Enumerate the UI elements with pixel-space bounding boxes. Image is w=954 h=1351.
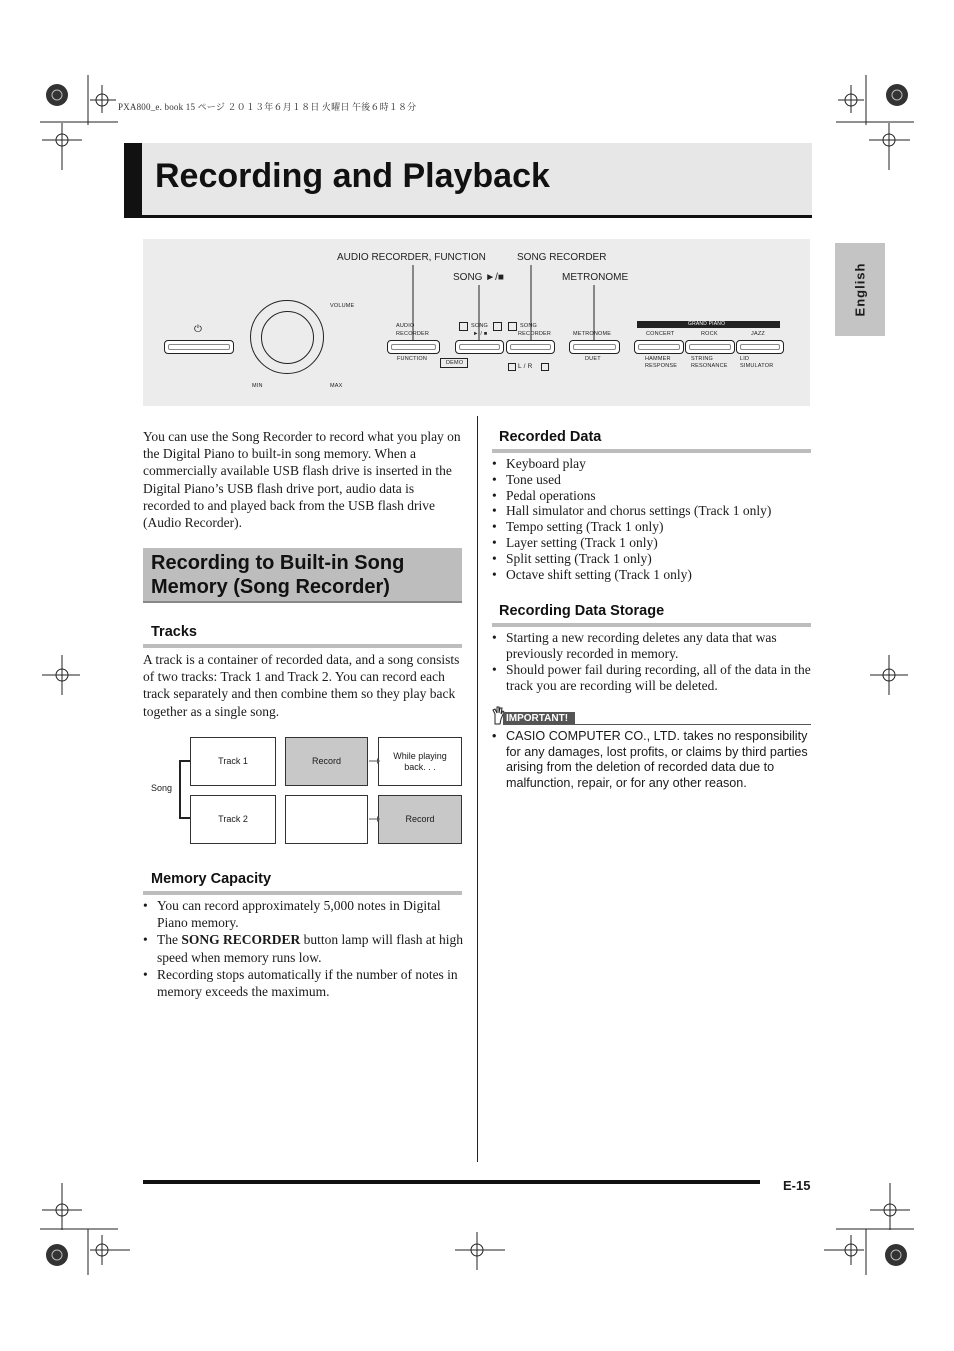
volume-label: VOLUME	[330, 303, 355, 309]
diagram-track1-box	[190, 737, 276, 786]
callout-audio-recorder-function: AUDIO RECORDER, FUNCTION	[337, 252, 486, 263]
important-label: IMPORTANT!	[503, 712, 575, 725]
jazz-label: JAZZ	[751, 331, 765, 337]
recorded-data-item: • Keyboard play	[492, 456, 812, 472]
registration-mark-top-left	[40, 75, 120, 175]
diagram-record2-label: Record	[405, 814, 435, 824]
response-label: RESPONSE	[645, 363, 678, 369]
storage-list	[492, 630, 812, 694]
callout-metronome: METRONOME	[562, 272, 629, 283]
diagram-track2-label: Track 2	[218, 814, 248, 824]
intro-paragraph: You can use the Song Recorder to record what you play on the Digital Piano to built-in song memory. When a commercially available USB flash drive is inserted in the Digital Piano’s USB flash drive port, audio data is recorded to and played back from the USB flash drive (Audio Recorder).	[143, 429, 461, 531]
footer-rule	[143, 1180, 760, 1184]
callout-song-recorder: SONG RECORDER	[517, 252, 607, 263]
memory-item: • The SONG RECORDER button lamp will flash at high speed when memory runs low.	[143, 931, 463, 965]
registration-mark-bottom-center	[455, 1230, 505, 1270]
song-recorder-bold: SONG RECORDER	[181, 932, 301, 948]
section-heading: Recording to Built-in Song Memory (Song Recorder)	[151, 552, 405, 598]
language-tab-label: English	[852, 262, 868, 317]
recorded-data-item: • Pedal operations	[492, 488, 812, 504]
recorded-data-item: • Layer setting (Track 1 only)	[492, 535, 812, 551]
tracks-body: A track is a container of recorded data, and a song consists of two tracks: Track 1 and Track 2. You can record each track separately and then combine them so they play back together as a single song.	[143, 652, 460, 719]
recorded-data-item: • Tone used	[492, 472, 812, 488]
storage-heading-rule	[492, 623, 811, 627]
diagram-while-playing-box	[378, 737, 462, 786]
rock-label: ROCK	[701, 331, 718, 337]
recorded-data-heading-rule	[492, 449, 811, 453]
jazz-button	[736, 340, 784, 354]
metronome-button	[569, 340, 620, 354]
storage-heading: Recording Data Storage	[499, 603, 665, 619]
duet-label: DUET	[585, 356, 601, 362]
storage-item: • Should power fail during recording, all of the data in the track you are recording will be deleted.	[492, 662, 812, 694]
min-label: MIN	[252, 383, 263, 389]
grand-piano-label: GRAND PIANO	[688, 321, 726, 327]
volume-knob	[250, 300, 324, 374]
song-label-2: SONG	[520, 323, 537, 329]
simulator-label: SIMULATOR	[740, 363, 774, 369]
registration-mark-top-right	[834, 75, 914, 175]
diagram-arrows	[368, 755, 380, 825]
registration-mark-mid-right	[870, 655, 910, 695]
recorded-data-item: • Tempo setting (Track 1 only)	[492, 519, 812, 535]
recorder-label: RECORDER	[396, 331, 430, 337]
column-divider	[477, 416, 478, 1162]
lid-label: LID	[740, 356, 750, 362]
memory-heading: Memory Capacity	[151, 871, 272, 887]
recorded-data-list	[492, 456, 812, 582]
play-stop-label: ► / ■	[473, 331, 488, 337]
metronome-label: METRONOME	[573, 331, 612, 337]
diagram-song-label: Song	[151, 783, 173, 793]
diagram-while-playing-label: While playing back. . .	[393, 750, 447, 772]
function-label: FUNCTION	[397, 356, 428, 362]
max-label: MAX	[330, 383, 343, 389]
concert-label: CONCERT	[646, 331, 675, 337]
tracks-heading: Tracks	[151, 624, 197, 640]
lr-label: L / R	[518, 363, 533, 370]
callout-song-play-stop: SONG ►/■	[453, 272, 504, 283]
song-lamp-2	[493, 322, 502, 331]
song-lamp	[459, 322, 468, 331]
power-button	[164, 340, 234, 354]
language-tab-label-wrap	[835, 243, 885, 336]
recorded-data-item: • Octave shift setting (Track 1 only)	[492, 567, 812, 583]
audio-recorder-button	[387, 340, 440, 354]
file-info-header: PXA800_e. book 15 ページ ２０１３年６月１８日 火曜日 午後６時１８分	[118, 102, 417, 112]
l-lamp	[508, 363, 516, 371]
memory-item: • Recording stops automatically if the number of notes in memory exceeds the maximum.	[143, 966, 463, 1000]
demo-label: DEMO	[446, 360, 464, 366]
recorded-data-heading: Recorded Data	[499, 429, 602, 445]
resonance-label: RESONANCE	[691, 363, 728, 369]
diagram-record1-box	[285, 737, 368, 786]
diagram-track1-label: Track 1	[218, 756, 248, 766]
rock-button	[685, 340, 735, 354]
recorded-data-item: • Split setting (Track 1 only)	[492, 551, 812, 567]
diagram-record1-label: Record	[311, 756, 341, 766]
song-recorder-lamp	[508, 322, 517, 331]
page-title: Recording and Playback	[155, 157, 550, 195]
song-recorder-label: RECORDER	[518, 331, 552, 337]
memory-item: • You can record approximately 5,000 notes in Digital Piano memory.	[143, 897, 463, 931]
hammer-label: HAMMER	[645, 356, 671, 362]
registration-mark-bottom-left	[40, 1175, 140, 1275]
registration-mark-bottom-right	[814, 1175, 914, 1275]
title-accent-bar	[124, 143, 142, 218]
important-list	[492, 729, 812, 791]
concert-button	[634, 340, 684, 354]
storage-item: • Starting a new recording deletes any data that was previously recorded in memory.	[492, 630, 812, 662]
song-play-stop-button	[455, 340, 504, 354]
diagram-empty-box	[285, 795, 368, 844]
tracks-heading-rule	[143, 644, 462, 648]
audio-label: AUDIO	[396, 323, 415, 329]
string-label: STRING	[691, 356, 713, 362]
diagram-track2-box	[190, 795, 276, 844]
song-recorder-button	[506, 340, 555, 354]
power-icon: ⏻	[194, 324, 202, 335]
song-label-1: SONG	[471, 323, 488, 329]
memory-list	[143, 897, 463, 1000]
recorded-data-item: • Hall simulator and chorus settings (Track 1 only)	[492, 503, 812, 519]
memory-heading-rule	[143, 891, 462, 895]
important-item: • CASIO COMPUTER CO., LTD. takes no responsibility for any damages, lost profits, or claims by third parties arising from the deletion of recorded data due to malfunction, repair, or for any other reason.	[492, 729, 812, 791]
important-rule	[503, 724, 811, 725]
diagram-record2-box	[378, 795, 462, 844]
page-number: E-15	[783, 1178, 811, 1193]
r-lamp	[541, 363, 549, 371]
registration-mark-mid-left	[40, 655, 80, 695]
